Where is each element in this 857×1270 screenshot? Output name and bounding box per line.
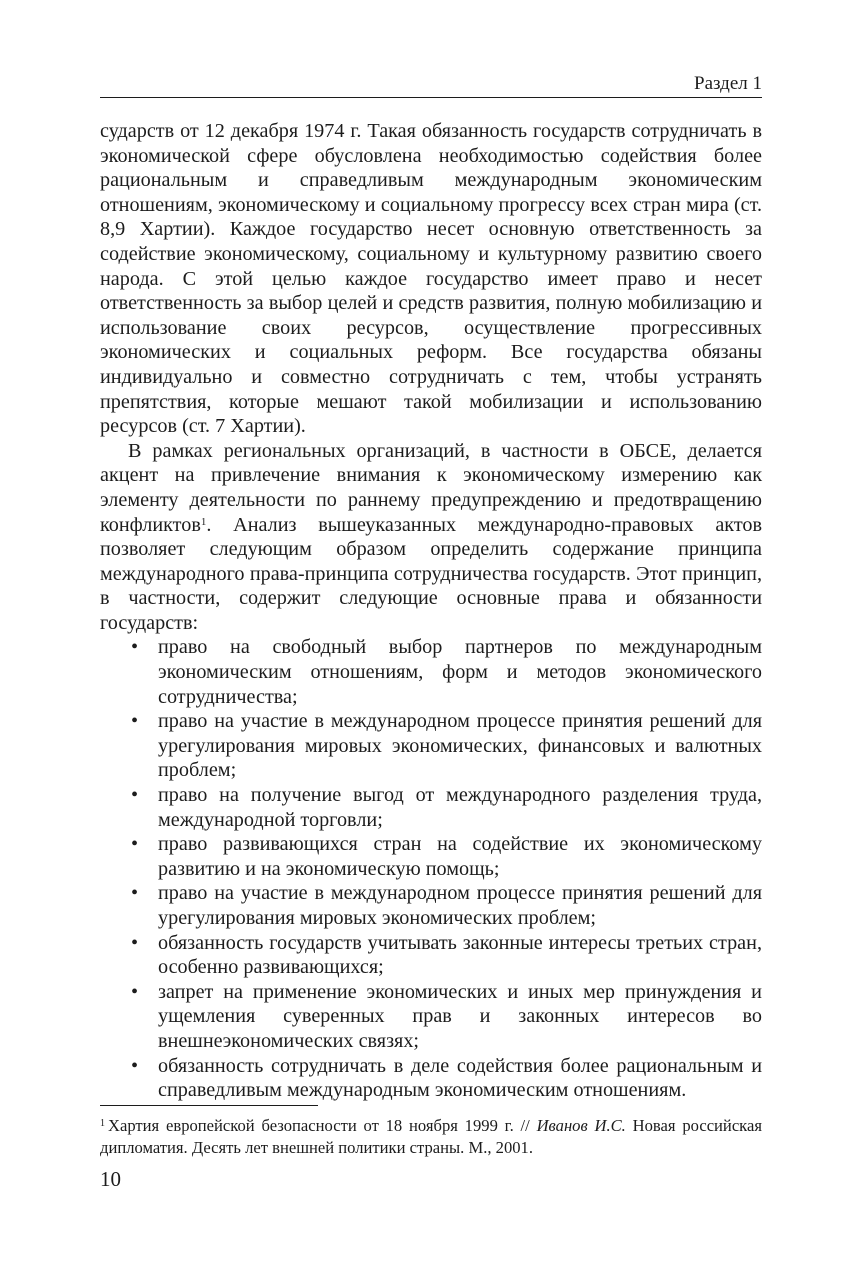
footnote	[100, 1115, 762, 1159]
list-item-text: обязанность государств учитывать законные интересы третьих стран, особенно развивающихся;	[158, 931, 762, 979]
list-item	[100, 1054, 762, 1103]
rights-and-duties-list	[100, 635, 762, 1102]
footnote-text-start: Хартия европейской безопасности от 18 ноября 1999 г. //	[108, 1116, 537, 1135]
list-item	[100, 635, 762, 709]
list-item	[100, 832, 762, 881]
footnote-divider	[100, 1105, 318, 1106]
paragraph-regional-organizations	[100, 439, 762, 636]
list-item-text: обязанность сотрудничать в деле содействия более рациональным и справедливым международным экономическим отношениям.	[158, 1054, 762, 1102]
bullet-icon: •	[131, 980, 139, 1003]
bullet-icon: •	[131, 784, 139, 807]
footnote-text-end: Новая российская дипломатия. Десять лет внешней политики страны. М., 2001.	[100, 1116, 762, 1157]
bullet-icon: •	[131, 833, 139, 856]
list-item	[100, 783, 762, 832]
bullet-icon: •	[131, 710, 139, 733]
page-number: 10	[100, 1167, 121, 1191]
list-item-text: право на свободный выбор партнеров по международным экономическим отношениям, форм и методов экономического сотрудничества;	[158, 636, 762, 708]
bullet-icon: •	[131, 636, 139, 659]
list-item	[100, 881, 762, 930]
footnote-reference[interactable]: 1	[200, 515, 207, 528]
list-item-text: право на участие в международном процессе принятия решений для урегулирования мировых экономических проблем;	[158, 882, 762, 929]
bullet-icon: •	[131, 931, 139, 954]
footnote-number: 1	[100, 1118, 105, 1129]
list-item-text: право на получение выгод от международного разделения труда, международной торговли;	[158, 784, 762, 831]
list-item-text: запрет на применение экономических и иных мер принуждения и ущемления суверенных прав и законных интересов во внешнеэкономических связях;	[158, 980, 762, 1052]
paragraph-2-text-start: В рамках региональных организаций, в частности в ОБСЕ, делается акцент на привлечение внимания к экономическому измерению как элементу деятельности по раннему предупреждению и предотвращению конфликтов	[100, 439, 762, 536]
paragraph-2-text-end: . Анализ вышеуказанных международно-правовых актов позволяет следующим образом определить содержание принципа международного права-принципа сотрудничества государств. Этот принцип, в частности, содержит следующие основные права и обязанности государств:	[100, 513, 762, 634]
list-item	[100, 980, 762, 1054]
bullet-icon: •	[131, 882, 139, 905]
section-label: Раздел 1	[694, 73, 762, 94]
list-item	[100, 931, 762, 980]
list-item-text: право на участие в международном процессе принятия решений для урегулирования мировых экономических, финансовых и валютных проблем;	[158, 710, 762, 782]
main-text	[100, 119, 762, 1103]
paragraph-1-text: сударств от 12 декабря 1974 г. Такая обязанность государств сотрудничать в экономической сфере обусловлена необходимостью содействия более рациональным и справедливым международным экономическим отношениям, экономическому и социальному прогрессу всех стран мира (ст. 8,9 Хартии). Каждое государство несет основную ответственность за содействие экономическому, социальному и культурному развитию своего народа. С этой целью каждое государство имеет право и несет ответственность за выбор целей и средств развития, полную мобилизацию и использование своих ресурсов, осуществление прогрессивных экономических и социальных реформ. Все государства обязаны индивидуально и совместно сотрудничать с тем, чтобы устранять препятствия, которые мешают такой мобилизации и использованию ресурсов (ст. 7 Хартии).	[100, 120, 762, 438]
footnote-author: Иванов И.С.	[536, 1116, 626, 1135]
list-item	[100, 709, 762, 783]
list-item-text: право развивающихся стран на содействие их экономическому развитию и на экономическую помощь;	[158, 833, 762, 880]
bullet-icon: •	[131, 1054, 139, 1077]
paragraph-continuation	[100, 119, 762, 439]
running-header	[100, 72, 762, 98]
